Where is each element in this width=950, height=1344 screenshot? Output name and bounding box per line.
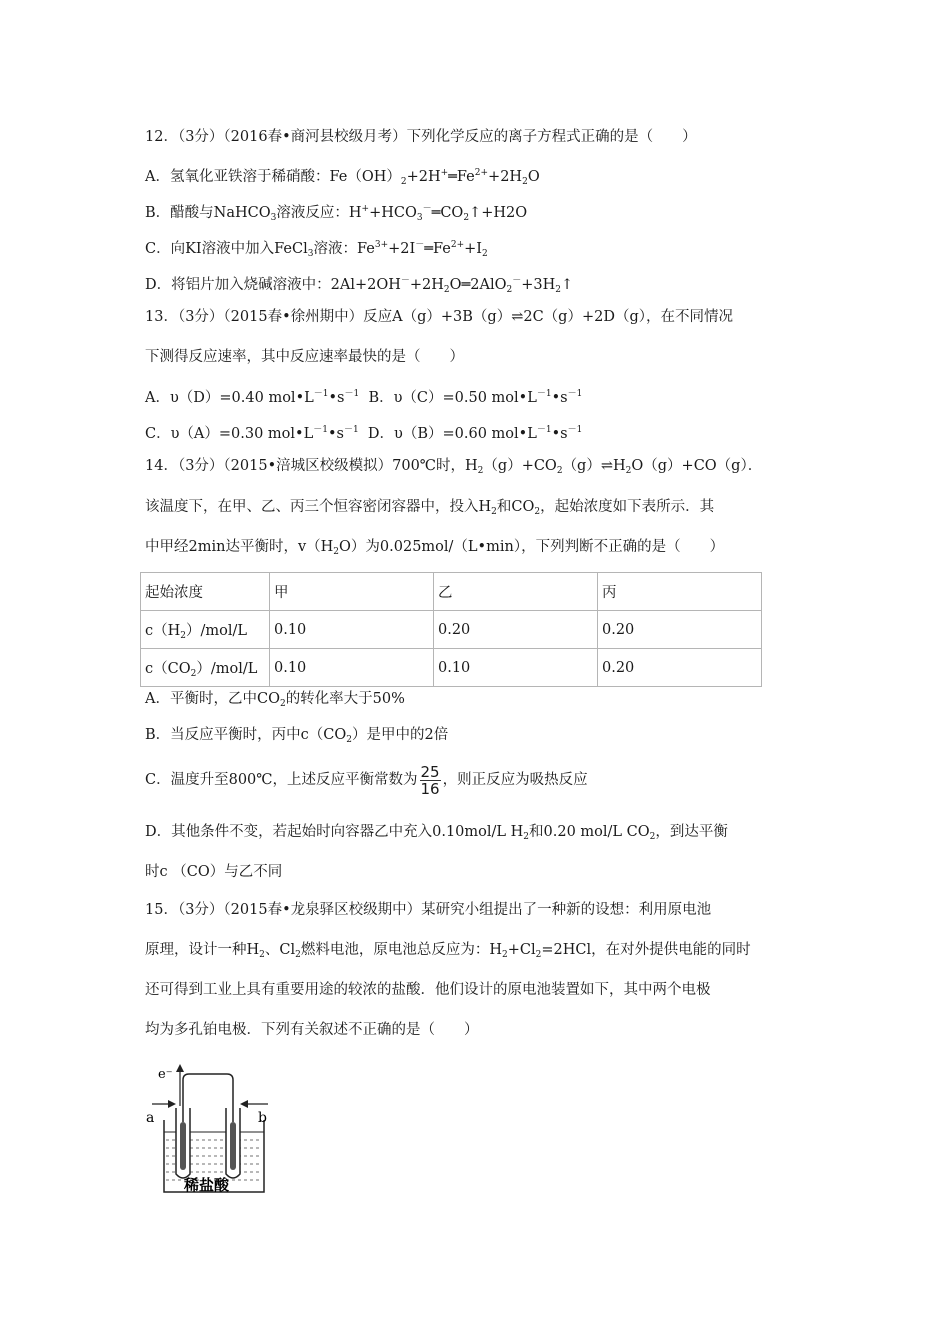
table-header-row [141,573,762,611]
sub: 2 [346,735,352,745]
sub: 2 [556,466,563,476]
sub: 2 [443,285,450,295]
table-row-label [141,649,270,687]
sup: 3+ [374,240,389,250]
table-row [141,611,762,649]
text: （g）⇌H [562,458,626,474]
q15-stem-line1: 15．（3分）（2015春•龙泉驿区校级期中）某研究小组提出了一种新的设想：利用原电池 [145,902,712,918]
sub: 2 [279,699,286,709]
q14-option-d-line1[interactable] [145,822,728,847]
text: 14．（3分）（2015•涪城区校级模拟）700℃时，H [145,458,478,474]
concentration-table [140,572,762,687]
text: O）为0.025mol/（L•min），下列判断不正确的是（ ） [339,539,725,555]
text: +2H [488,169,523,185]
electron-label: e⁻ [158,1067,173,1082]
text: O═2AlO [449,277,507,293]
q13-stem-line1: 13．（3分）（2015春•徐州期中）反应A（g）+3B（g）⇌2C（g）+2D（g），在不同情况 [145,309,733,325]
text: 该温度下，在甲、乙、丙三个恒容密闭容器中，投入H [145,499,492,515]
sub: 2 [535,950,542,960]
text: 中甲经2min达平衡时，v（H [145,539,334,555]
text: B．醋酸与NaHCO [145,205,271,221]
right-electrode [230,1122,236,1170]
table-cell: 0.10 [270,611,434,649]
text: C．υ（A）=0.30 mol•L [145,426,314,442]
sub: 2 [555,285,562,295]
label-a: a [146,1110,155,1126]
q12-option-b[interactable] [145,199,527,228]
text: •s [328,390,345,406]
sub: 2 [463,213,470,223]
sup: －1 [567,425,583,435]
sub: 2 [400,177,407,187]
q13-options-cd[interactable] [145,420,582,444]
sub: 2 [502,950,508,960]
text: A．平衡时，乙中CO [145,691,280,707]
text: ）/mol/L [196,660,258,677]
text: ，到达平衡 [655,824,728,840]
sup: －1 [567,389,583,399]
table-cell: 0.10 [270,649,434,687]
sub: 3 [307,249,314,259]
text: O [527,169,540,185]
text: D．υ（B）=0.60 mol•L [367,426,537,442]
sub: 2 [523,832,530,842]
text: +I [464,241,483,257]
sub: 3 [416,213,423,223]
text: 溶液：Fe [313,241,375,257]
sub: 2 [522,177,528,187]
q15-stem-line2 [145,940,751,965]
fuel-cell-diagram [140,1060,280,1200]
sup: －1 [343,425,359,435]
q12-option-c[interactable] [145,235,488,264]
text: 溶液反应：H [276,205,362,221]
text: c（CO [145,660,191,677]
sup: － [512,276,522,286]
q12-option-a[interactable] [145,163,540,192]
text: ═Fe [448,169,475,185]
table-cell: 0.20 [434,611,598,649]
q12-option-d[interactable] [145,271,573,300]
sub: 2 [180,630,187,641]
text: ，起始浓度如下表所示．其 [540,499,715,515]
fraction-denominator: 16 [420,779,440,798]
sup: －1 [344,389,360,399]
q12-stem: 12．（3分）（2016春•商河县校级月考）下列化学反应的离子方程式正确的是（ ） [145,129,697,145]
text: +Cl [507,942,536,958]
q14-option-c[interactable] [145,762,588,798]
q14-option-d-line2: 时c （CO）与乙不同 [145,864,283,880]
sup: －1 [313,425,328,435]
q13-stem-line2: 下测得反应速率，其中反应速率最快的是（ ） [145,349,464,365]
sup: + [361,204,370,214]
q14-stem-line2 [145,497,714,522]
table-row-label [141,611,270,649]
q14-option-a[interactable] [145,689,405,714]
sub: 2 [534,507,541,517]
table-header-cell: 起始浓度 [141,573,270,611]
sup: －1 [536,425,552,435]
sub: 2 [506,285,513,295]
text: O（g）+CO（g）． [631,458,763,474]
table-cell: 0.20 [598,649,762,687]
sup: －1 [536,389,552,399]
sup: － [400,276,410,286]
text: ↑+H2O [469,205,528,221]
text: ，则正反应为吸热反应 [442,772,588,788]
text: C．温度升至800℃，上述反应平衡常数为 [145,772,418,788]
text: +3H [521,277,556,293]
text: 和0.20 mol/L CO [529,824,650,840]
left-electrode [180,1122,186,1170]
text: ═Fe [424,241,451,257]
text: +2H [406,169,441,185]
text: B．υ（C）=0.50 mol•L [368,390,537,406]
sub: 2 [477,466,484,476]
inlet-b-arrow-head [240,1100,248,1108]
electron-arrow-head [176,1064,184,1072]
text: +2H [409,277,444,293]
sub: 3 [270,213,277,223]
sub: 2 [190,668,197,679]
sup: － [415,240,425,250]
inlet-a-arrow-head [168,1100,176,1108]
text: 原理，设计一种H [145,942,260,958]
sup: 2+ [450,240,465,250]
solution-label: 稀盐酸 [184,1176,230,1194]
text: C．向KI溶液中加入FeCl [145,241,308,257]
sup: －1 [313,389,329,399]
text: c（H [145,622,181,639]
table-row [141,649,762,687]
text: 和CO [496,499,535,515]
q14-option-b[interactable] [145,725,448,750]
table-header-cell: 甲 [270,573,434,611]
text: A．氢氧化亚铁溶于稀硝酸：Fe（OH） [145,169,401,185]
text: A．υ（D）=0.40 mol•L [145,390,314,406]
q14-stem-line3 [145,537,724,562]
sub: 2 [333,547,340,557]
text: 、Cl [264,942,296,958]
sub: 2 [259,950,265,960]
sub: 2 [649,832,656,842]
text: D．其他条件不变，若起始时向容器乙中充入0.10mol/L H [145,824,524,840]
fraction-25-16 [420,764,441,797]
text: B．当反应平衡时，丙中c（CO [145,727,347,743]
sup: + [440,168,449,178]
label-b: b [258,1110,267,1126]
table-header-cell: 丙 [598,573,762,611]
q13-options-ab[interactable] [145,384,582,408]
table-header-cell: 乙 [434,573,598,611]
fraction-numerator: 25 [420,762,440,781]
table-cell: 0.10 [434,649,598,687]
text: ）是甲中的2倍 [352,727,449,743]
text: 的转化率大于50% [285,691,405,707]
text: =2HCl，在对外提供电能的同时 [541,942,751,958]
sub: 2 [625,466,632,476]
text: •s [327,426,344,442]
text: •s [551,426,568,442]
q15-stem-line3: 还可得到工业上具有重要用途的较浓的盐酸．他们设计的原电池装置如下，其中两个电极 [145,982,711,998]
text: D．将铝片加入烧碱溶液中：2Al+2OH [145,277,401,293]
sub: 2 [482,249,488,259]
table-cell: 0.20 [598,611,762,649]
sup: 2+ [474,168,489,178]
text: ）/mol/L [186,622,248,639]
q15-stem-line4: 均为多孔铂电极．下列有关叙述不正确的是（ ） [145,1022,479,1038]
sub: 2 [491,507,497,517]
text: 燃料电池，原电池总反应为：H [300,942,503,958]
q14-stem-line1 [145,456,762,481]
sub: 2 [295,950,301,960]
text: （g）+CO [483,458,557,474]
text: •s [551,390,568,406]
text: +HCO [369,205,417,221]
text: ↑ [561,277,574,293]
text: ═CO [431,205,464,221]
sup: － [422,204,432,214]
text: +2I [388,241,416,257]
